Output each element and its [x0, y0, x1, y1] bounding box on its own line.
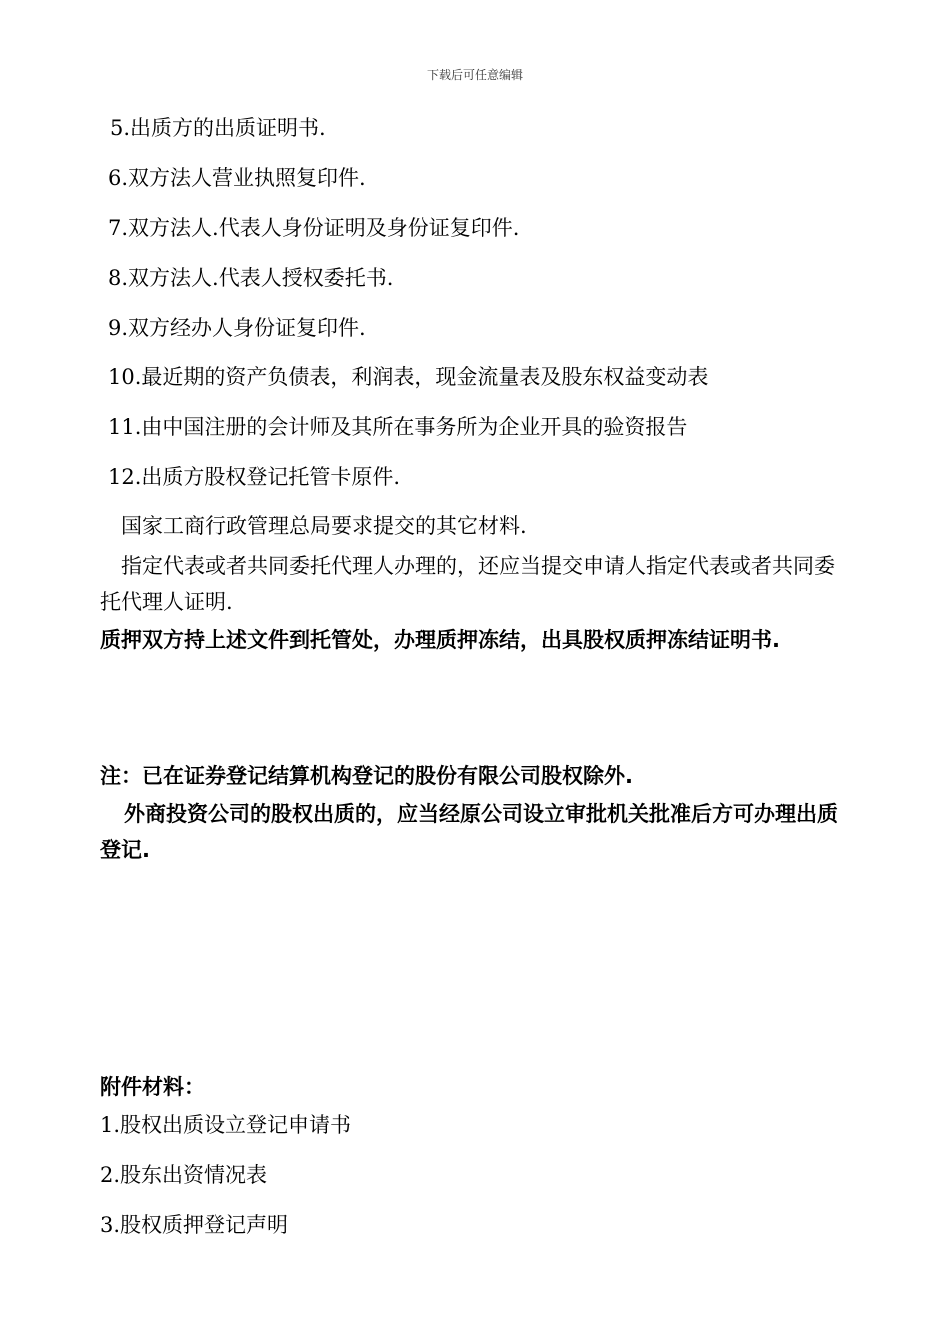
attachment-item: 3.股权质押登记声明 [100, 1213, 289, 1237]
attachment-item: 1.股权出质设立登记申请书 [100, 1113, 352, 1137]
pledge-procedure-paragraph: 质押双方持上述文件到托管处，办理质押冻结，出具股权质押冻结证明书. [100, 628, 780, 652]
list-item: 6.双方法人营业执照复印件. [108, 166, 366, 190]
list-item: 10.最近期的资产负债表，利润表，现金流量表及股东权益变动表 [108, 365, 709, 389]
attachments-title: 附件材料： [100, 1075, 205, 1099]
note-paragraph: 注：已在证券登记结算机构登记的股份有限公司股权除外. [100, 764, 633, 788]
list-item: 11.由中国注册的会计师及其所在事务所为企业开具的验资报告 [108, 415, 688, 439]
other-materials-paragraph: 国家工商行政管理总局要求提交的其它材料. [121, 514, 527, 538]
list-item: 5.出质方的出质证明书. [110, 116, 326, 140]
list-item: 12.出质方股权登记托管卡原件. [108, 465, 401, 489]
attachment-item: 2.股东出资情况表 [100, 1163, 268, 1187]
page-header: 下载后可任意编辑 [426, 68, 523, 82]
list-item: 8.双方法人.代表人授权委托书. [108, 266, 394, 290]
foreign-invest-paragraph: 外商投资公司的股权出质的，应当经原公司设立审批机关批准后方可办理出质登记. [100, 802, 838, 862]
list-item: 7.双方法人.代表人身份证明及身份证复印件. [108, 216, 520, 240]
list-item: 9.双方经办人身份证复印件. [108, 316, 366, 340]
designated-rep-paragraph: 指定代表或者共同委托代理人办理的，还应当提交申请人指定代表或者共同委托代理人证明. [100, 554, 835, 614]
